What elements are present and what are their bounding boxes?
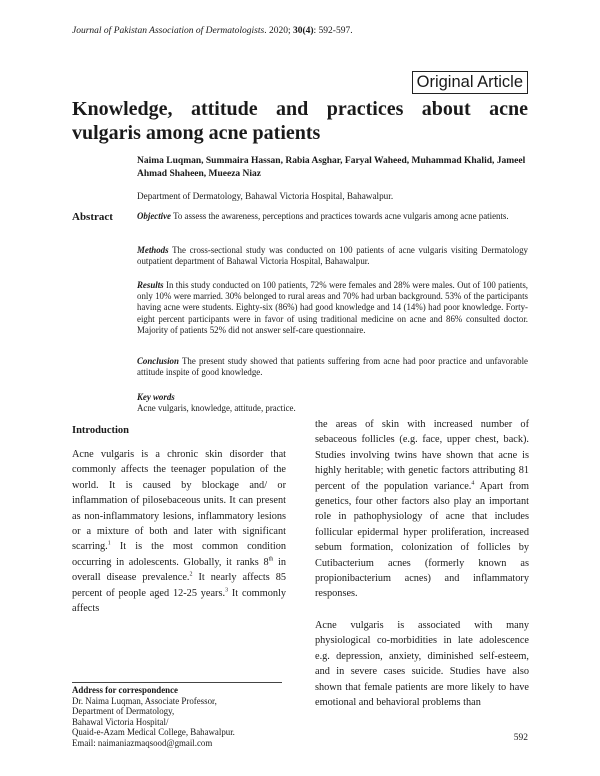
intro-text-3: in overall disease prevalence.: [72, 556, 286, 584]
abstract-results: [137, 280, 528, 336]
correspondence-line: Dr. Naima Luqman, Associate Professor,: [72, 695, 217, 706]
correspondence-line: Quaid-e-Azam Medical College, Bahawalpur.: [72, 727, 235, 738]
journal-citation: [72, 26, 353, 36]
ref-2: 2: [189, 571, 193, 578]
abstract-methods: [137, 245, 528, 267]
correspondence-block: [72, 685, 292, 749]
intro-text-2: It is the most common condition occurring in adolescents. Globally, it ranks 8: [72, 541, 286, 568]
keywords-label: Key words: [137, 392, 175, 402]
author-list: Naima Luqman, Summaira Hassan, Rabia Asghar, Faryal Waheed, Muhammad Khalid, Jameel Ahmad Shaheen, Mueeza Niaz: [137, 156, 526, 179]
keywords-text: Acne vulgaris, knowledge, attitude, practice.: [137, 403, 296, 414]
intro-right-column: [315, 417, 529, 710]
abstract-conclusion: [137, 356, 528, 378]
intro-text-5: It commonly affects: [72, 587, 287, 615]
introduction-heading: Introduction: [72, 425, 129, 436]
results-label: Results: [137, 280, 164, 290]
objective-label: Objective: [137, 211, 172, 221]
intro-text-7: Apart from genetics, four other factors also play an important role in pathophysiology of acne that includes follicular epidermal hyper proliferation, increased sebum formation, colonization of follicles by Cutibacterium acnes (formerly known as propionibacterium acnes) and inflammatory responses.: [315, 480, 529, 600]
methods-label: Methods: [137, 245, 169, 255]
intro-paragraph-2: [315, 417, 529, 602]
abstract-objective: [137, 211, 528, 222]
intro-text-6: the areas of skin with increased number of sebaceous follicles (e.g. face, upper chest, back). Studies involving twins have shown that acne is highly heritable; with genetic factors attributing 81 percent of the population variance.: [315, 419, 529, 492]
intro-text-4: It nearly affects 85 percent of people aged 12-25 years.: [72, 572, 286, 599]
correspondence-line: Department of Dermatology,: [72, 706, 175, 717]
ref-1: 1: [107, 541, 111, 548]
results-text: In this study conducted on 100 patients, 72% were females and 28% were males. Out of 100 patients, only 10% were married. 30% belonged to rural areas and 70% had urban background. 53% of the participants having acne were students. Eighty-six (86%) had good knowledge and 14 (14%) had poor knowledge. Forty- eight percent participants were in favor of using traditional medicine on acne and 86% consulted doctor. Majority of patients 52% did not answer self-care questionnaire.: [137, 280, 528, 335]
correspondence-line: Bahawal Victoria Hospital/: [72, 716, 169, 727]
intro-left-column: [72, 447, 286, 616]
methods-text: The cross-sectional study was conducted on 100 patients of acne vulgaris visiting Dermatology outpatient department of Bahawal Victoria Hospital, Bahawalpur.: [137, 245, 528, 267]
affiliation: Department of Dermatology, Bahawal Victoria Hospital, Bahawalpur.: [137, 191, 394, 201]
ref-4: 4: [471, 480, 475, 487]
intro-paragraph-3: Acne vulgaris is associated with many physiological co-morbidities in late adolescence e.g. depression, anxiety, diminished self-esteem, and in severe cases suicide. Studies have also shown that female patients are more likely to have emotional and behavioral problems than: [315, 619, 529, 708]
correspondence-heading: Address for correspondence: [72, 685, 179, 695]
journal-volume: 30(4): [292, 26, 314, 36]
conclusion-text: The present study showed that patients suffering from acne had poor practice and unfavorable attitude inspite of good knowledge.: [137, 356, 528, 378]
ref-3: 3: [225, 587, 229, 594]
journal-year: . 2020;: [264, 26, 293, 36]
article-title: Knowledge, attitude and practices about acne vulgaris among acne patients: [72, 98, 528, 144]
abstract-heading: Abstract: [72, 211, 113, 223]
page-number: 592: [513, 733, 528, 743]
intro-text-1: Acne vulgaris is a chronic skin disorder that commonly affects the teenager population of the world. It is caused by blockage and/ or inflammation of pilosebaceous units. It can present as non-inflammatory lesions, inflammatory lesions or a mixture of both and later with significant scarring.: [72, 449, 286, 553]
journal-name: Journal of Pakistan Association of Dermatologists: [72, 26, 265, 36]
correspondence-divider: [72, 682, 282, 683]
article-type-badge: Original Article: [412, 71, 528, 94]
ordinal-suffix: th: [268, 556, 274, 563]
journal-pages: : 592-597.: [313, 26, 353, 36]
keywords-block: [137, 392, 528, 414]
correspondence-email[interactable]: Email: naimaniazmaqsood@gmail.com: [72, 737, 213, 748]
objective-text: To assess the awareness, perceptions and practices towards acne vulgaris among acne patients.: [171, 211, 509, 221]
conclusion-label: Conclusion: [137, 356, 179, 366]
intro-paragraph-1: [72, 447, 286, 616]
